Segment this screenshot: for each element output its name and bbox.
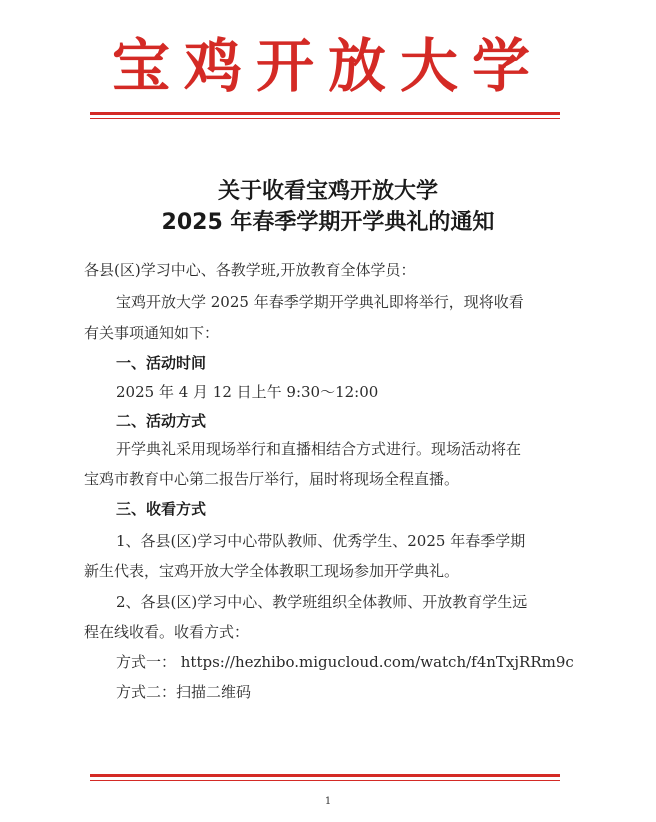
item1-line1: 1、各县(区)学习中心带队教师、优秀学生、2025 年春季学期 (116, 532, 526, 550)
section2-line1: 开学典礼采用现场举行和直播相结合方式进行。现场活动将在 (116, 440, 522, 458)
red-divider-bottom-thick (90, 774, 560, 777)
notice-title-line2: 2025 年春季学期开学典礼的通知 (161, 210, 495, 235)
section1-heading: 一、活动时间 (116, 354, 207, 372)
item2-line1: 2、各县(区)学习中心、教学班组织全体教师、开放教育学生远 (116, 593, 528, 611)
page-number: 1 (324, 796, 332, 807)
section1-time: 2025 年 4 月 12 日上午 9:30～12:00 (116, 383, 379, 401)
salutation: 各县(区)学习中心、各教学班,开放教育全体学员： (84, 261, 416, 279)
intro-line1: 宝鸡开放大学 2025 年春季学期开学典礼即将举行，现将收看 (116, 293, 524, 311)
method1-link: 方式一： https://hezhibo.migucloud.com/watch/f4nTxjRRm9c (116, 653, 574, 671)
red-divider-top-thick (90, 112, 560, 115)
section2-heading: 二、活动方式 (116, 412, 207, 430)
intro-line2: 有关事项通知如下： (84, 324, 220, 342)
method2: 方式二：扫描二维码 (116, 683, 252, 701)
section2-line2: 宝鸡市教育中心第二报告厅举行，届时将现场全程直播。 (84, 470, 460, 488)
university-masthead: 宝鸡开放大学 (111, 32, 544, 100)
notice-title-line1: 关于收看宝鸡开放大学 (217, 179, 438, 204)
red-divider-bottom-thin (90, 780, 560, 781)
red-divider-top-thin (90, 118, 560, 119)
item2-line2: 程在线收看。收看方式： (84, 623, 250, 641)
section3-heading: 三、收看方式 (116, 500, 207, 518)
item1-line2: 新生代表，宝鸡开放大学全体教职工现场参加开学典礼。 (84, 562, 460, 580)
